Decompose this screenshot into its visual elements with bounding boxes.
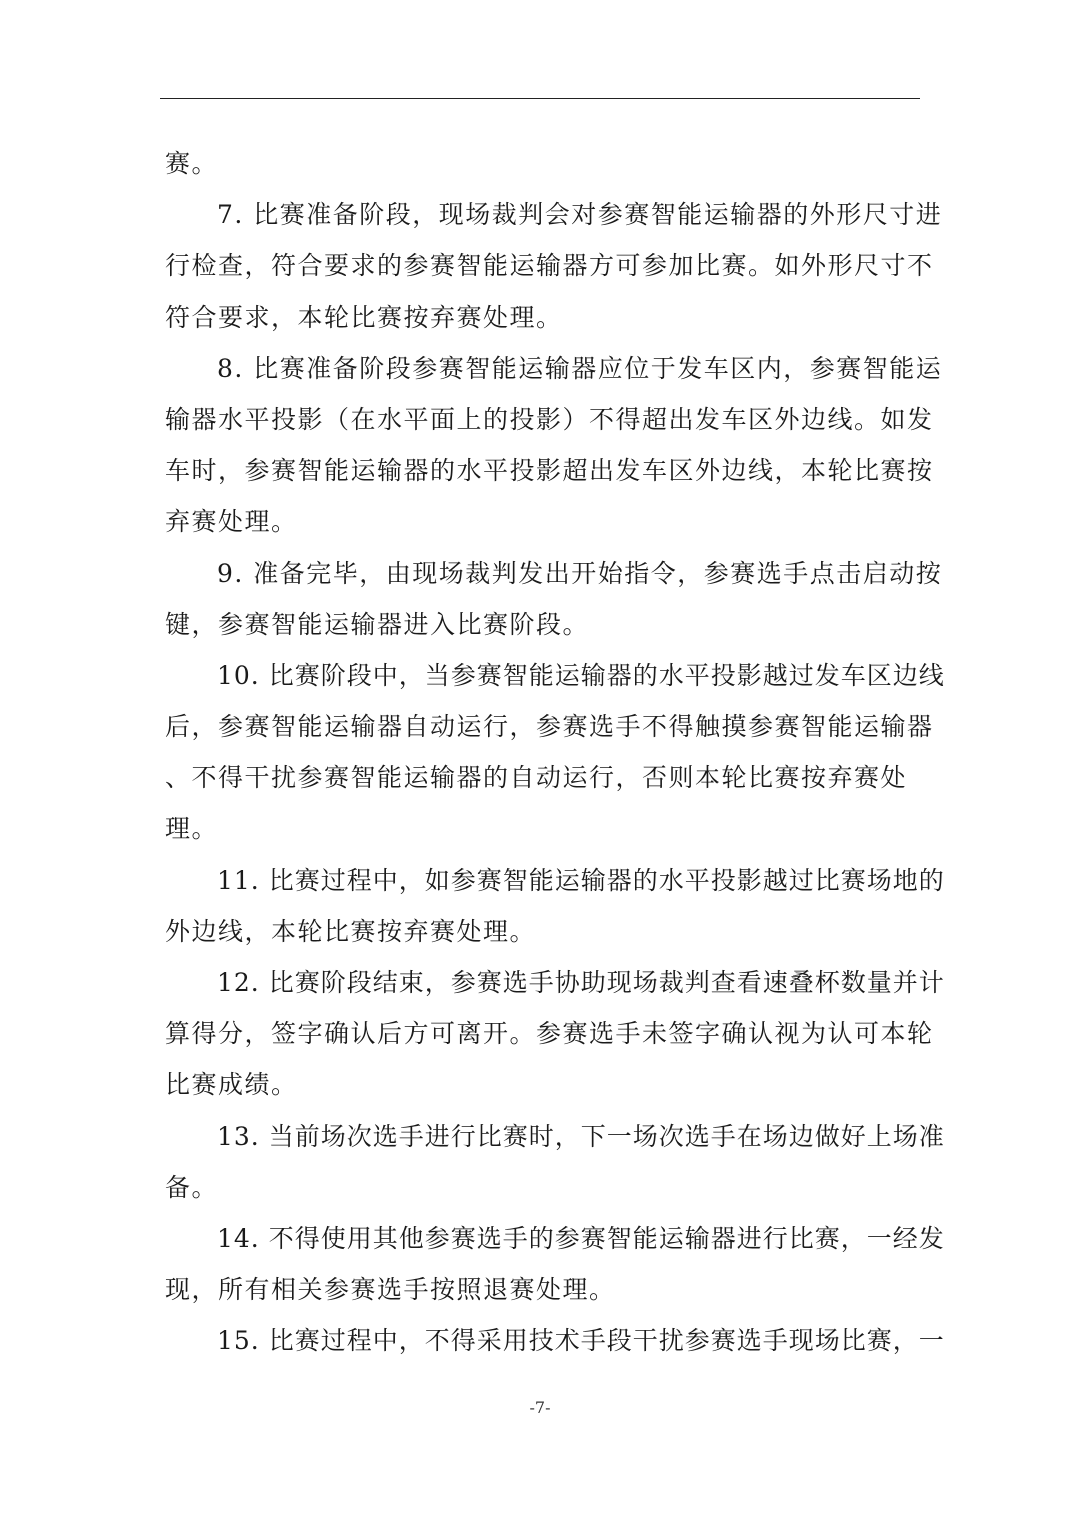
text-line: 键，参赛智能运输器进入比赛阶段。 — [165, 609, 590, 639]
text-line: 11. 比赛过程中，如参赛智能运输器的水平投影越过比赛场地的 — [217, 865, 945, 895]
paragraph-7 — [165, 189, 943, 343]
text-line: 外边线，本轮比赛按弃赛处理。 — [165, 916, 537, 946]
text-line: 13. 当前场次选手进行比赛时，下一场次选手在场边做好上场准 — [217, 1121, 945, 1151]
text-line: 9. 准备完毕，由现场裁判发出开始指令，参赛选手点击启动按 — [217, 558, 943, 588]
text-line: 现，所有相关参赛选手按照退赛处理。 — [165, 1275, 616, 1305]
text-line: 12. 比赛阶段结束，参赛选手协助现场裁判查看速叠杯数量并计 — [217, 968, 945, 997]
paragraph-13 — [165, 1111, 945, 1213]
paragraph-9 — [165, 548, 943, 650]
text-line: 后，参赛智能运输器自动运行，参赛选手不得触摸参赛智能运输器 — [165, 712, 934, 742]
text-line: 、不得干扰参赛智能运输器的自动运行，否则本轮比赛按弃赛处 — [165, 763, 908, 793]
text-line: 算得分，签字确认后方可离开。参赛选手未签字确认视为认可本轮 — [165, 1019, 934, 1049]
text-line: 14. 不得使用其他参赛选手的参赛智能运输器进行比赛，一经发 — [217, 1223, 945, 1253]
text-line: 15. 比赛过程中，不得采用技术手段干扰参赛选手现场比赛，一 — [217, 1326, 945, 1356]
paragraph-10 — [165, 650, 945, 855]
paragraph-15 — [165, 1315, 945, 1366]
text-line: 理。 — [165, 814, 219, 844]
paragraph-11 — [165, 855, 945, 957]
text-line: 7. 比赛准备阶段，现场裁判会对参赛智能运输器的外形尺寸进 — [217, 200, 943, 230]
text-line: 行检查，符合要求的参赛智能运输器方可参加比赛。如外形尺寸不 — [165, 251, 934, 281]
document-body — [165, 138, 945, 1367]
header-rule — [160, 98, 920, 99]
paragraph-12 — [165, 957, 945, 1111]
paragraph-8 — [165, 343, 943, 548]
text-line: 输器水平投影（在水平面上的投影）不得超出发车区外边线。如发 — [165, 404, 934, 434]
text-line: 符合要求，本轮比赛按弃赛处理。 — [165, 302, 563, 332]
text-line: 10. 比赛阶段中，当参赛智能运输器的水平投影越过发车区边线 — [217, 660, 945, 690]
text-line: 比赛成绩。 — [165, 1070, 298, 1100]
page-number: -7- — [529, 1398, 551, 1417]
text-line: 弃赛处理。 — [165, 507, 298, 537]
paragraph-14 — [165, 1213, 945, 1315]
text-line: 8. 比赛准备阶段参赛智能运输器应位于发车区内，参赛智能运 — [217, 353, 943, 383]
text-line: 备。 — [165, 1172, 219, 1202]
text-line: 赛。 — [165, 149, 219, 178]
paragraph — [165, 138, 915, 189]
text-line: 车时，参赛智能运输器的水平投影超出发车区外边线，本轮比赛按 — [165, 456, 934, 486]
